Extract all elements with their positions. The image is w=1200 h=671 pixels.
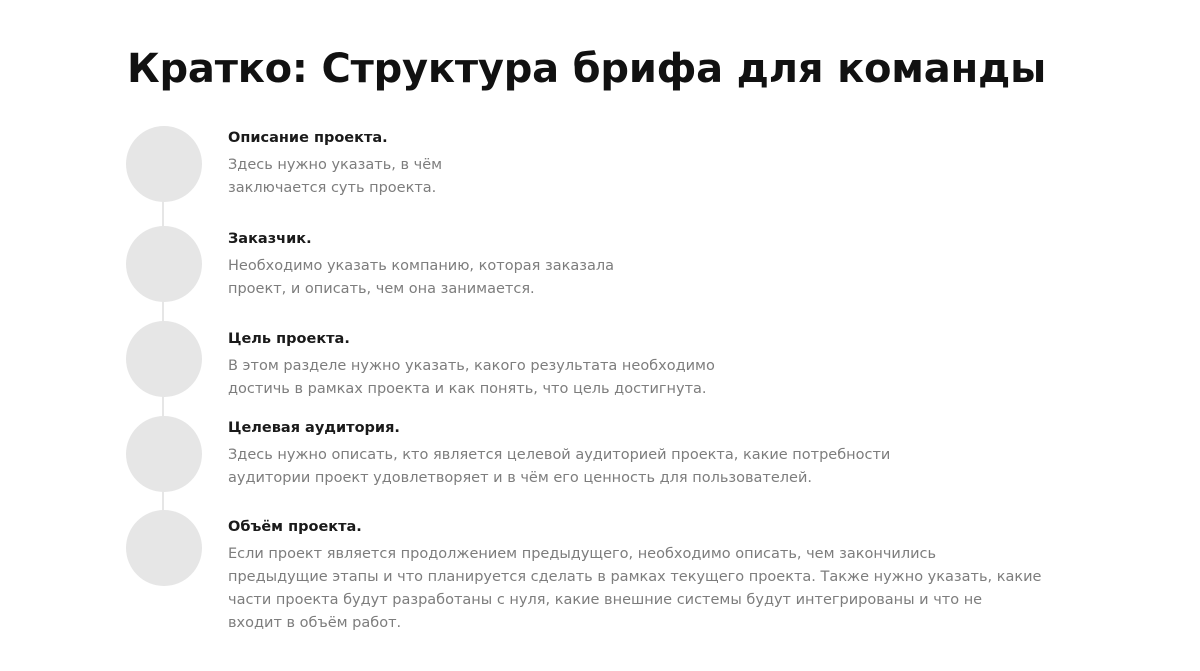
step-body-line: части проекта будут разработаны с нуля, какие внешние системы будут интегрированы и что не: [228, 592, 983, 608]
step-heading: Цель проекта.: [228, 331, 350, 347]
step-body-line: В этом разделе нужно указать, какого результата необходимо: [228, 358, 715, 374]
step-circle-3: [126, 321, 202, 397]
step-body: [228, 355, 1088, 401]
step-project-goal: [228, 330, 1088, 401]
step-body-line: достичь в рамках проекта и как понять, что цель достигнута.: [228, 381, 707, 397]
step-body-line: проект, и описать, чем она занимается.: [228, 281, 535, 297]
step-customer: [228, 230, 1088, 301]
step-body-line: Здесь нужно указать, в чём: [228, 157, 443, 173]
step-body-line: Необходимо указать компанию, которая заказала: [228, 258, 614, 274]
step-body-line: Здесь нужно описать, кто является целевой аудиторией проекта, какие потребности: [228, 447, 891, 463]
step-body: [228, 154, 1088, 200]
step-circle-5: [126, 510, 202, 586]
step-circle-4: [126, 416, 202, 492]
step-body-line: входит в объём работ.: [228, 615, 402, 631]
step-body-line: заключается суть проекта.: [228, 180, 437, 196]
step-body-line: Если проект является продолжением предыдущего, необходимо описать, чем закончились: [228, 546, 937, 562]
step-circle-1: [126, 126, 202, 202]
step-description-project: [228, 129, 1088, 200]
step-body-line: аудитории проект удовлетворяет и в чём его ценность для пользователей.: [228, 470, 812, 486]
step-body: [228, 543, 1088, 635]
step-target-audience: [228, 419, 1088, 490]
step-heading: Заказчик.: [228, 231, 312, 247]
step-body-line: предыдущие этапы и что планируется сделать в рамках текущего проекта. Также нужно указать, какие: [228, 569, 1042, 585]
page-title: Кратко: Структура брифа для команды: [127, 46, 1047, 92]
step-heading: Целевая аудитория.: [228, 420, 400, 436]
step-heading: Объём проекта.: [228, 519, 362, 535]
step-heading: Описание проекта.: [228, 130, 388, 146]
step-circle-2: [126, 226, 202, 302]
step-body: [228, 444, 1088, 490]
step-project-scope: [228, 518, 1088, 635]
step-body: [228, 255, 1088, 301]
